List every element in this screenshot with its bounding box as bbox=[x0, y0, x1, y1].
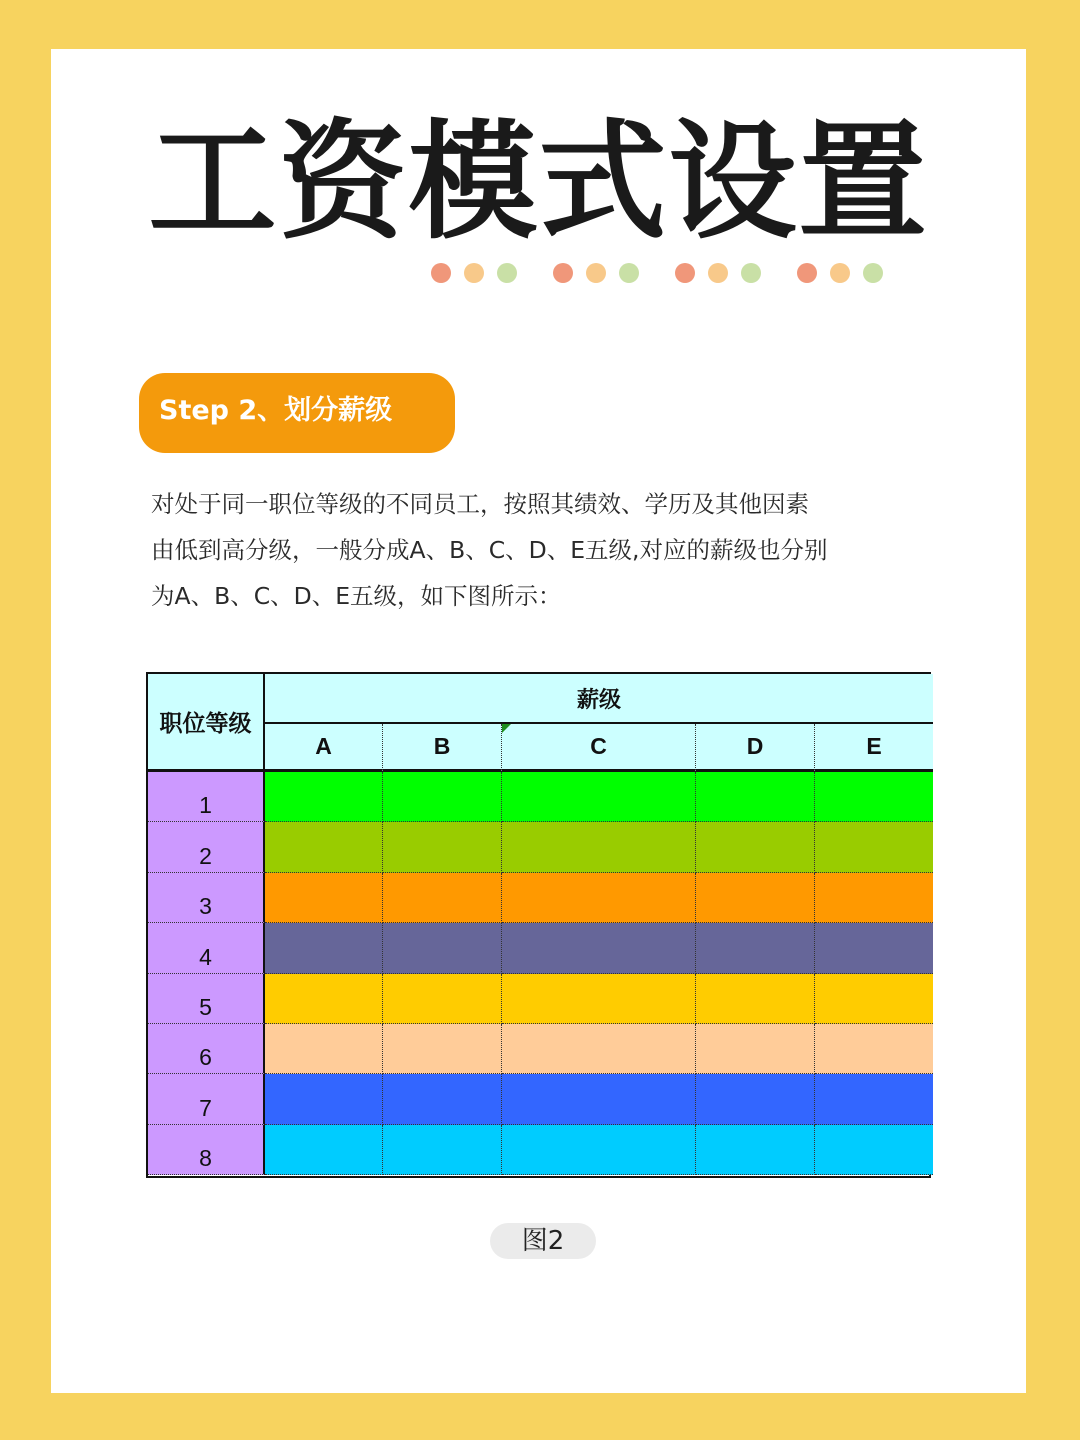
decorative-dot bbox=[497, 263, 517, 283]
table-cell[interactable] bbox=[502, 1125, 696, 1175]
row-label: 7 bbox=[148, 1074, 265, 1124]
table-cell[interactable] bbox=[815, 1024, 933, 1074]
row-label: 2 bbox=[148, 822, 265, 872]
table-cell[interactable] bbox=[502, 822, 696, 872]
table-cell[interactable] bbox=[696, 1074, 815, 1124]
table-cell[interactable] bbox=[815, 772, 933, 822]
decorative-dot bbox=[830, 263, 850, 283]
column-header-a: A bbox=[265, 724, 383, 772]
decorative-dots bbox=[431, 263, 919, 285]
row-label: 8 bbox=[148, 1125, 265, 1175]
decorative-dot bbox=[619, 263, 639, 283]
cell-comment-marker bbox=[502, 724, 511, 733]
table-cell[interactable] bbox=[696, 1125, 815, 1175]
table-cell[interactable] bbox=[383, 873, 502, 923]
table-cell[interactable] bbox=[265, 1125, 383, 1175]
table-cell[interactable] bbox=[696, 923, 815, 973]
decorative-dot bbox=[464, 263, 484, 283]
row-label: 6 bbox=[148, 1024, 265, 1074]
column-header-c: C bbox=[502, 724, 696, 772]
table-cell[interactable] bbox=[265, 772, 383, 822]
table-cell[interactable] bbox=[383, 1074, 502, 1124]
decorative-dot bbox=[741, 263, 761, 283]
paragraph-line: 为A、B、C、D、E五级，如下图所示： bbox=[151, 582, 562, 610]
table-cell[interactable] bbox=[383, 822, 502, 872]
decorative-dot bbox=[431, 263, 451, 283]
table-cell[interactable] bbox=[815, 974, 933, 1024]
table-cell[interactable] bbox=[502, 923, 696, 973]
table-cell[interactable] bbox=[265, 822, 383, 872]
row-label: 1 bbox=[148, 772, 265, 822]
table-cell[interactable] bbox=[502, 974, 696, 1024]
table-cell[interactable] bbox=[502, 873, 696, 923]
decorative-dot bbox=[586, 263, 606, 283]
table-cell[interactable] bbox=[265, 873, 383, 923]
table-cell[interactable] bbox=[815, 822, 933, 872]
page-title: 工资模式设置 bbox=[148, 107, 929, 257]
table-grid bbox=[148, 674, 929, 1175]
table-cell[interactable] bbox=[696, 772, 815, 822]
dot-group bbox=[553, 263, 639, 285]
table-cell[interactable] bbox=[815, 1125, 933, 1175]
description-paragraph bbox=[151, 481, 931, 619]
row-label: 3 bbox=[148, 873, 265, 923]
table-cell[interactable] bbox=[502, 1074, 696, 1124]
table-cell[interactable] bbox=[383, 772, 502, 822]
table-cell[interactable] bbox=[265, 923, 383, 973]
table-cell[interactable] bbox=[383, 923, 502, 973]
pay-grade-table bbox=[146, 672, 931, 1178]
table-cell[interactable] bbox=[696, 822, 815, 872]
decorative-dot bbox=[797, 263, 817, 283]
table-cell[interactable] bbox=[265, 974, 383, 1024]
position-level-header: 职位等级 bbox=[148, 674, 265, 772]
table-cell[interactable] bbox=[265, 1024, 383, 1074]
pay-grade-header: 薪级 bbox=[265, 674, 933, 724]
table-cell[interactable] bbox=[383, 1125, 502, 1175]
dot-group bbox=[797, 263, 883, 285]
decorative-dot bbox=[708, 263, 728, 283]
table-cell[interactable] bbox=[502, 772, 696, 822]
table-cell[interactable] bbox=[502, 1024, 696, 1074]
column-header-d: D bbox=[696, 724, 815, 772]
decorative-dot bbox=[675, 263, 695, 283]
decorative-dot bbox=[553, 263, 573, 283]
table-cell[interactable] bbox=[265, 1074, 383, 1124]
table-cell[interactable] bbox=[383, 974, 502, 1024]
table-cell[interactable] bbox=[815, 923, 933, 973]
paragraph-line: 由低到高分级，一般分成A、B、C、D、E五级,对应的薪级也分别 bbox=[151, 536, 828, 564]
row-label: 5 bbox=[148, 974, 265, 1024]
paragraph-line: 对处于同一职位等级的不同员工，按照其绩效、学历及其他因素 bbox=[151, 490, 809, 518]
dot-group bbox=[675, 263, 761, 285]
table-cell[interactable] bbox=[696, 1024, 815, 1074]
dot-group bbox=[431, 263, 517, 285]
table-cell[interactable] bbox=[815, 873, 933, 923]
step-label-pill: Step 2、划分薪级 bbox=[139, 373, 455, 453]
table-cell[interactable] bbox=[696, 974, 815, 1024]
row-label: 4 bbox=[148, 923, 265, 973]
table-cell[interactable] bbox=[383, 1024, 502, 1074]
content-card bbox=[51, 49, 1026, 1393]
table-cell[interactable] bbox=[696, 873, 815, 923]
figure-caption: 图2 bbox=[490, 1223, 596, 1259]
column-header-b: B bbox=[383, 724, 502, 772]
decorative-dot bbox=[863, 263, 883, 283]
table-cell[interactable] bbox=[815, 1074, 933, 1124]
column-header-e: E bbox=[815, 724, 933, 772]
